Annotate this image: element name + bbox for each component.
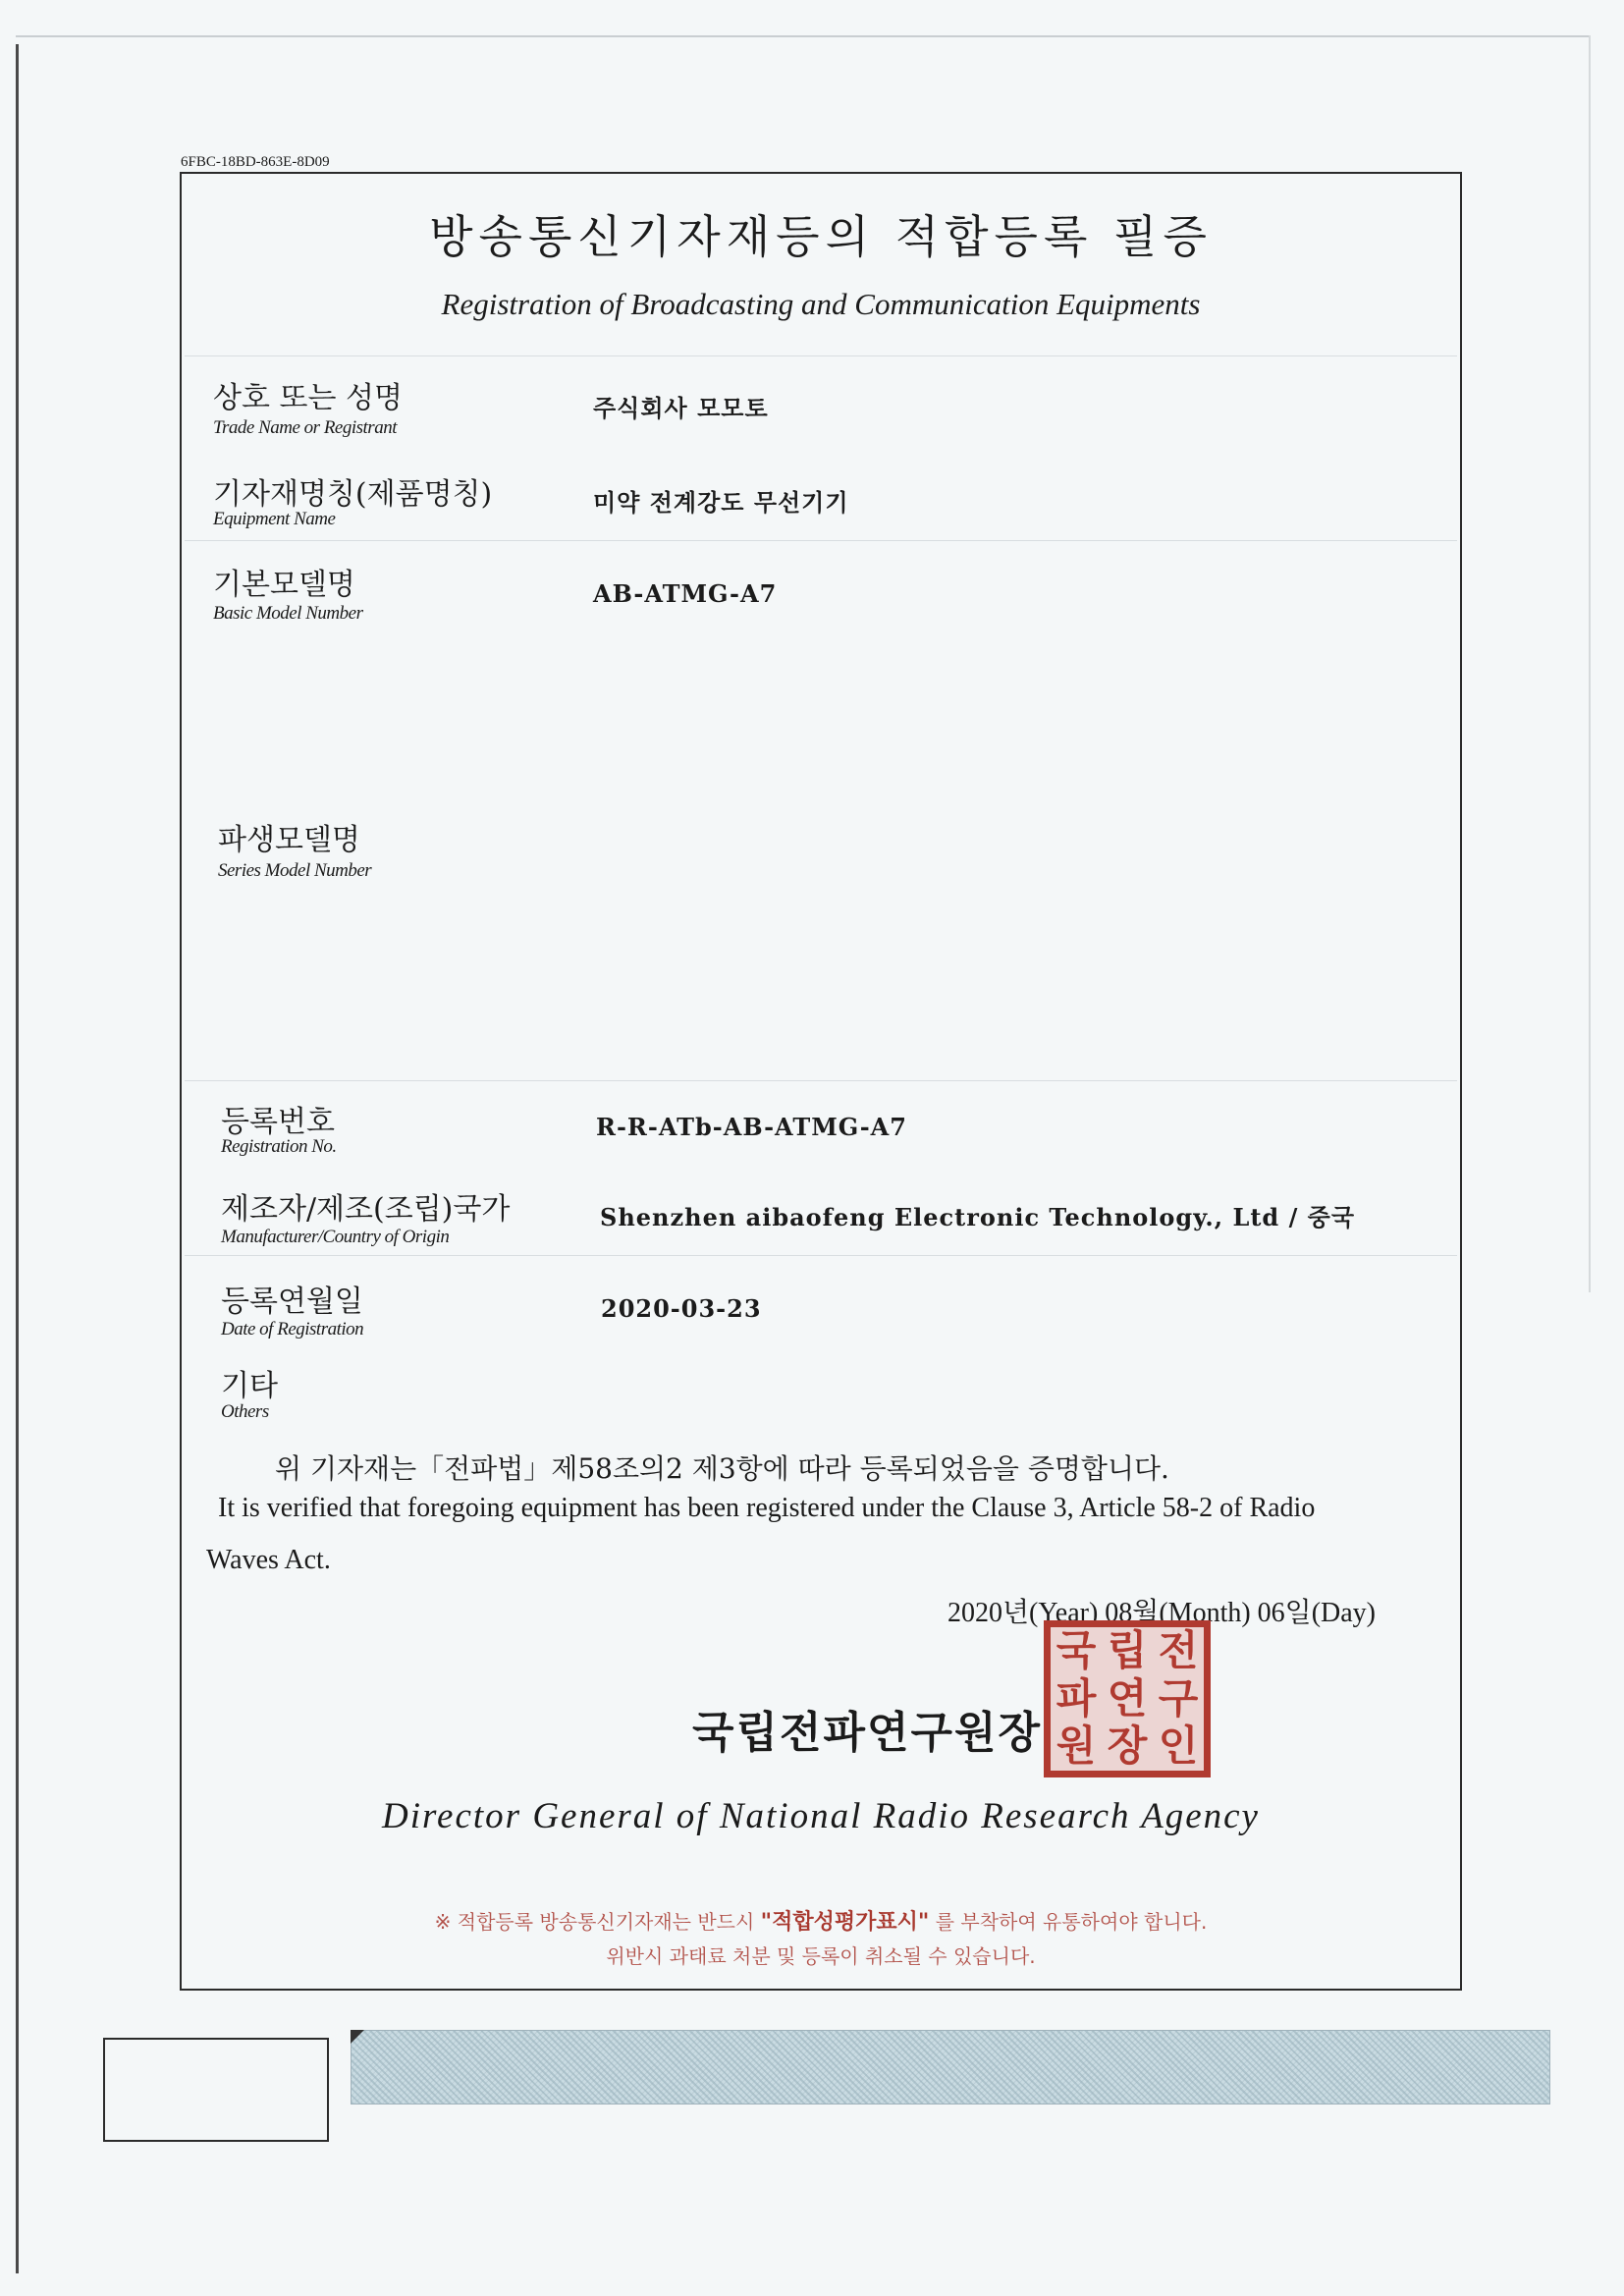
blank-box	[103, 2038, 329, 2142]
issuer-english: Director General of National Radio Research Agency	[382, 1796, 1260, 1836]
scan-edge-left	[16, 44, 19, 2273]
others-label-ko: 기타	[221, 1369, 278, 1403]
issue-date: 2020년(Year) 08월(Month) 06일(Day)	[947, 1598, 1377, 1628]
document-id: 6FBC-18BD-863E-8D09	[181, 154, 330, 170]
scan-edge-top	[16, 35, 1591, 37]
basic-model-label-ko: 기본모델명	[213, 568, 355, 602]
divider	[185, 355, 1457, 356]
official-seal	[1044, 1620, 1211, 1777]
trade-name-value: 주식회사 모모토	[593, 394, 769, 422]
scan-edge-right	[1589, 35, 1591, 1292]
title-korean: 방송통신기자재등의 적합등록 필증	[429, 210, 1213, 263]
registration-date-label-en: Date of Registration	[221, 1319, 364, 1339]
equipment-name-label-ko: 기자재명칭(제품명칭)	[213, 477, 493, 512]
divider	[185, 1255, 1457, 1256]
hatched-band	[351, 2030, 1550, 2105]
manufacturer-label-ko: 제조자/제조(조립)국가	[221, 1192, 511, 1227]
statement-english-line2: Waves Act.	[206, 1545, 331, 1575]
statement-english-line1: It is verified that foregoing equipment has been registered under the Clause 3, Article 58-2 of Radio	[218, 1493, 1316, 1523]
notice-emphasis: "적합성평가표시"	[760, 1910, 930, 1935]
statement-korean: 위 기자재는「전파법」제58조의2 제3항에 따라 등록되었음을 증명합니다.	[275, 1452, 1169, 1485]
hatch-corner-mark	[351, 2030, 364, 2044]
series-model-label-en: Series Model Number	[218, 860, 372, 881]
manufacturer-label-en: Manufacturer/Country of Origin	[221, 1227, 450, 1247]
notice-line2: 위반시 과태료 처분 및 등록이 취소될 수 있습니다.	[606, 1944, 1036, 1968]
basic-model-label-en: Basic Model Number	[213, 603, 363, 624]
registration-date-value: 2020-03-23	[601, 1294, 762, 1323]
trade-name-label-en: Trade Name or Registrant	[213, 417, 397, 438]
registration-no-label-ko: 등록번호	[221, 1105, 335, 1139]
divider	[185, 1080, 1457, 1081]
registration-date-label-ko: 등록연월일	[221, 1285, 363, 1319]
series-model-label-ko: 파생모델명	[218, 823, 360, 857]
seal-glyphs: 국 립 전 파 연 구 원 장 인	[1056, 1626, 1199, 1771]
manufacturer-value: Shenzhen aibaofeng Electronic Technology., Ltd / 중국	[600, 1203, 1356, 1231]
notice-line1	[180, 1905, 1462, 1936]
issuer-korean: 국립전파연구원장	[692, 1708, 1043, 1758]
trade-name-label-ko: 상호 또는 성명	[213, 381, 403, 415]
others-label-en: Others	[221, 1401, 269, 1422]
basic-model-value: AB-ATMG-A7	[593, 579, 778, 608]
notice-prefix: ※ 적합등록 방송통신기자재는 반드시	[434, 1910, 755, 1934]
equipment-name-label-en: Equipment Name	[213, 509, 336, 529]
divider	[185, 540, 1457, 541]
equipment-name-value: 미약 전계강도 무선기기	[593, 488, 849, 517]
registration-no-value: R-R-ATb-AB-ATMG-A7	[596, 1113, 907, 1141]
notice-suffix: 를 부착하여 유통하여야 합니다.	[929, 1910, 1208, 1934]
registration-no-label-en: Registration No.	[221, 1136, 337, 1157]
title-english: Registration of Broadcasting and Communication Equipments	[441, 287, 1201, 321]
